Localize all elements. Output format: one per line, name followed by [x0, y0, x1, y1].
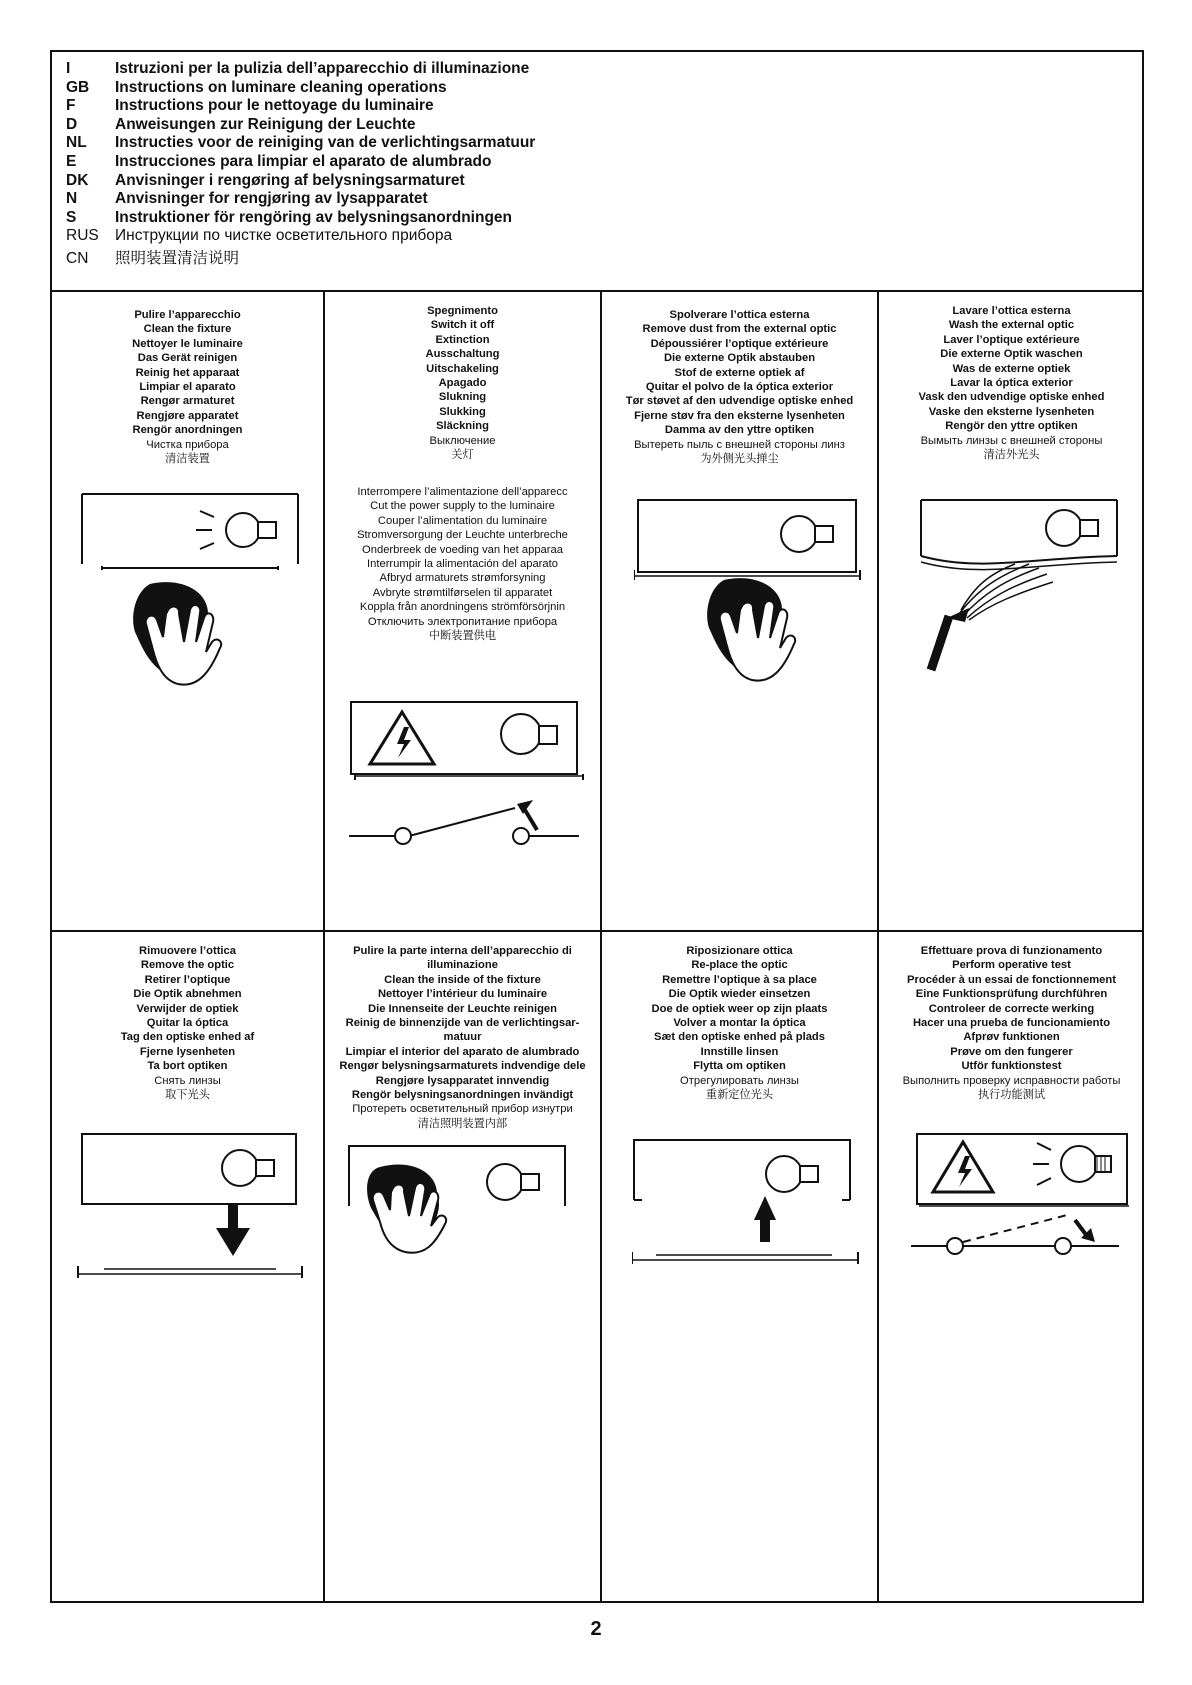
step-line: Reinig het apparaat [135, 366, 240, 379]
step-line: matuur [443, 1031, 482, 1044]
step-line: Retirer l’optique [144, 973, 231, 986]
step-line: Rengør belysningsarmaturets indvendige dele [339, 1060, 586, 1073]
step-text [881, 944, 1142, 1102]
step-line: Die Optik wieder einsetzen [668, 988, 811, 1001]
step-line: Stof de externe optiek af [674, 366, 805, 379]
sub-line: Cut the power supply to the luminaire [370, 500, 555, 513]
title-text: Instructies voor de reiniging van de verlichtingsarmatuur [115, 134, 536, 152]
step-text [327, 944, 598, 1131]
title-line-f [66, 97, 434, 115]
step-line: Remove dust from the external optic [642, 323, 837, 336]
step-cell-replace-optic [602, 932, 879, 1603]
step-line: Spegnimento [427, 305, 498, 317]
sub-line: Interrompere l’alimentazione dell’apparecc [357, 486, 568, 498]
language-code: GB [66, 78, 90, 96]
title-line-d [66, 116, 416, 134]
step-line: Limpiar el aparato [139, 381, 236, 394]
sub-line: Afbryd armaturets strømforsyning [379, 572, 546, 585]
step-line: Hacer una prueba de funcionamiento [912, 1017, 1111, 1030]
title-text: Anweisungen zur Reinigung der Leuchte [115, 115, 416, 133]
step-line: Afprøv funktionen [963, 1031, 1060, 1044]
operative-test-icon [911, 1132, 1141, 1272]
step-line: Fjerne lysenheten [139, 1045, 236, 1058]
step-cell-remove-optic [52, 932, 325, 1603]
sub-line: 中断装置供电 [428, 630, 497, 643]
sub-line: Stromversorgung der Leuchte unterbreche [357, 529, 568, 542]
step-line: Quitar el polvo de la óptica exterior [645, 381, 834, 394]
step-line: Vask den udvendige optiske enhed [918, 391, 1105, 404]
step-line: Volver a montar la óptica [673, 1017, 806, 1030]
step-line: Pulire la parte interna dell’apparecchio di [353, 945, 572, 957]
step-line: Utför funktionstest [961, 1060, 1062, 1073]
step-line: Die Innenseite der Leuchte reinigen [368, 1002, 557, 1015]
step-line: Flytta om optiken [693, 1060, 786, 1073]
step-line: Was de externe optiek [952, 362, 1071, 375]
step-text [604, 308, 875, 466]
title-line-e [66, 153, 491, 171]
title-block [52, 52, 1142, 292]
step-line: Die externe Optik abstauben [663, 352, 816, 365]
sub-line: Onderbreek de voeding van het apparaa [362, 543, 563, 556]
step-cell-operative-test [879, 932, 1144, 1603]
step-cell-clean-inside [325, 932, 602, 1603]
title-text: Instrucciones para limpiar el aparato de alumbrado [115, 153, 492, 170]
step-line: Tør støvet af den udvendige optiske enhed [625, 395, 854, 408]
language-code: I [66, 60, 71, 77]
step-line: illuminazione [427, 959, 498, 972]
step-line: Lavare l’ottica esterna [952, 305, 1071, 317]
step-line: Verwijder de optiek [136, 1002, 239, 1015]
clean-inside-icon [347, 1144, 567, 1264]
step-line: Wash the external optic [948, 319, 1075, 332]
step-line: Laver l’optique extérieure [943, 333, 1080, 346]
step-line: Släckning [436, 420, 489, 433]
language-code: S [66, 208, 77, 226]
fixture-wipe-icon [80, 492, 300, 702]
step-line: Damma av den yttre optiken [664, 424, 815, 437]
title-text: Instruktioner för rengöring av belysningsanordningen [115, 208, 513, 226]
step-line: 清洁照明装置内部 [417, 1117, 508, 1130]
step-line: Rimuovere l’ottica [139, 945, 236, 957]
step-line: Fjerne støv fra den eksterne lysenheten [634, 409, 845, 422]
title-line-rus [66, 227, 452, 245]
title-text: 照明装置清洁说明 [115, 250, 240, 267]
step-line: Perform operative test [952, 959, 1071, 972]
step-line: Rengør armaturet [140, 395, 235, 408]
title-text: Istruzioni per la pulizia dell’apparecchio di illuminazione [115, 60, 530, 77]
step-line: Effettuare prova di funzionamento [920, 945, 1103, 957]
step-line: Prøve om den fungerer [950, 1045, 1073, 1058]
title-line-nl [66, 134, 535, 152]
dust-optic-icon [634, 498, 864, 708]
step-line: Tag den optiske enhed af [120, 1031, 255, 1044]
step-subtext [327, 485, 598, 643]
step-line: Remove the optic [140, 959, 235, 972]
title-text: Instructions pour le nettoyage du luminaire [115, 97, 434, 115]
step-line: 为外侧光头掸尘 [700, 453, 779, 466]
page-number: 2 [590, 1618, 602, 1640]
step-text [881, 304, 1142, 462]
step-line: Switch it off [430, 319, 495, 332]
step-line: Lavar la óptica exterior [950, 377, 1073, 390]
step-line: Limpiar el interior del aparato de alumbrado [345, 1045, 580, 1058]
language-code: DK [66, 171, 89, 189]
step-line: Vaske den eksterne lysenheten [928, 405, 1095, 418]
step-line: Ausschaltung [425, 348, 500, 361]
step-line: Вымыть линзы с внешней стороны [920, 434, 1103, 447]
step-text [327, 304, 598, 462]
step-line: Clean the inside of the fixture [384, 973, 541, 986]
step-line: Controleer de correcte werking [928, 1002, 1095, 1015]
title-line-i [66, 60, 529, 78]
step-line: Выключение [429, 434, 496, 447]
step-cell-switch-off [325, 292, 602, 930]
step-line: Die Optik abnehmen [133, 988, 242, 1001]
step-line: Innstille linsen [700, 1045, 779, 1058]
step-line: Выполнить проверку исправности работы [902, 1074, 1121, 1087]
step-line: Rengör belysningsanordningen invändigt [351, 1089, 574, 1102]
wash-optic-icon [919, 498, 1119, 678]
step-line: Clean the fixture [143, 323, 232, 336]
step-line: Sæt den optiske enhed på plads [654, 1031, 825, 1044]
sub-line: Koppla från anordningens strömförsörjnin [359, 601, 566, 614]
replace-optic-icon [632, 1138, 862, 1268]
step-line: Apagado [438, 377, 487, 390]
step-line: Dépoussiérer l’optique extérieure [650, 337, 829, 350]
step-line: Riposizionare ottica [686, 945, 793, 957]
step-line: 清洁装置 [165, 453, 210, 466]
language-code: F [66, 97, 76, 115]
step-line: Rengör den yttre optiken [945, 420, 1078, 433]
step-line: 取下光头 [165, 1089, 210, 1102]
step-line: Slukking [439, 405, 486, 418]
step-line: Uitschakeling [426, 362, 499, 375]
step-line: 清洁外光头 [983, 449, 1040, 462]
title-text: Anvisninger for rengjøring av lysapparatet [115, 190, 428, 208]
language-code: D [66, 115, 78, 133]
step-line: Extinction [435, 333, 490, 346]
sub-line: Couper l’alimentation du luminaire [377, 514, 548, 527]
title-text: Anvisninger i rengøring af belysningsarmaturet [115, 171, 465, 189]
step-text [604, 944, 875, 1102]
step-line: 重新定位光头 [705, 1089, 774, 1102]
power-off-icon [347, 700, 587, 850]
language-code: NL [66, 134, 87, 152]
sub-line: Avbryte strømtilførselen til apparatet [372, 586, 553, 599]
remove-optic-icon [76, 1132, 306, 1292]
step-line: Отрегулировать линзы [680, 1074, 799, 1087]
step-line: Вытереть пыль с внешней стороны линз [634, 438, 845, 451]
page-frame [50, 50, 1144, 1603]
step-line: Slukning [438, 391, 487, 404]
title-line-n [66, 190, 428, 208]
step-line: Nettoyer l’intérieur du luminaire [377, 988, 548, 1001]
step-line: Das Gerät reinigen [137, 352, 238, 365]
language-code: N [66, 190, 78, 208]
step-line: 关灯 [451, 449, 474, 462]
title-line-cn [66, 246, 239, 268]
step-line: Pulire l’apparecchio [134, 309, 241, 321]
step-cell-wash-optic [879, 292, 1144, 930]
steps-row-2 [52, 932, 1142, 1603]
step-line: Re-place the optic [691, 959, 788, 972]
step-line: Remettre l’optique à sa place [662, 973, 817, 986]
step-line: Spolverare l’ottica esterna [669, 309, 810, 321]
step-text [54, 308, 321, 466]
sub-line: Отключить электропитание прибора [367, 615, 558, 628]
step-line: Reinig de binnenzijde van de verlichtingsar- [345, 1017, 580, 1030]
step-line: Doe de optiek weer op zijn plaats [651, 1002, 828, 1015]
step-line: Procéder à un essai de fonctionnement [907, 973, 1116, 986]
sub-line: Interrumpir la alimentación del aparato [367, 558, 558, 571]
step-text [54, 944, 321, 1102]
step-cell-dust-optic [602, 292, 879, 930]
language-code: E [66, 153, 77, 170]
step-line: Ta bort optiken [147, 1060, 228, 1073]
title-line-dk [66, 172, 465, 190]
step-cell-clean-fixture [52, 292, 325, 930]
step-line: Nettoyer le luminaire [132, 337, 243, 350]
language-code: RUS [66, 227, 99, 245]
title-text: Instructions on luminare cleaning operations [115, 78, 447, 96]
title-line-s [66, 209, 512, 227]
step-line: Rengjøre lysapparatet innvendig [375, 1074, 550, 1087]
step-line: Чистка прибора [146, 438, 229, 451]
title-line-gb [66, 79, 447, 97]
step-line: Eine Funktionsprüfung durchführen [915, 988, 1108, 1001]
title-text: Инструкции по чистке осветительного прибора [115, 227, 453, 245]
step-line: Rengjøre apparatet [136, 409, 239, 422]
step-line: Quitar la óptica [146, 1017, 229, 1030]
steps-row-1 [52, 292, 1142, 932]
step-line: 执行功能测试 [977, 1089, 1046, 1102]
step-line: Rengör anordningen [132, 424, 243, 437]
language-code: CN [66, 250, 89, 267]
step-line: Протереть осветительный прибор изнутри [352, 1103, 573, 1116]
step-line: Снять линзы [154, 1074, 221, 1087]
step-line: Die externe Optik waschen [940, 348, 1083, 361]
